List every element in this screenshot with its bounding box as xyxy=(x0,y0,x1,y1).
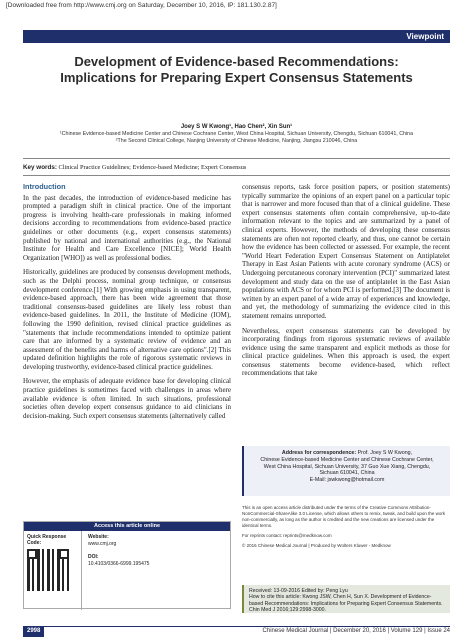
correspondence-line-4: Sichuan 610041, China xyxy=(319,470,375,477)
citation-box xyxy=(242,585,450,613)
qr-code-icon[interactable] xyxy=(27,549,69,591)
page-number: 2998 xyxy=(23,626,44,637)
website-link[interactable]: www.cmj.org xyxy=(88,541,117,547)
title-line-1: Development of Evidence-based Recommendations: xyxy=(74,54,399,69)
correspondence-line-2: Chinese Evidence-based Medicine Center and Chinese Cochrane Center, xyxy=(260,456,434,463)
doi-label: DOI: xyxy=(88,554,99,560)
article-title xyxy=(23,54,450,86)
left-paragraph-2: Historically, guidelines are produced by consensus development methods, such as the Delphi process, nominal group technique, or consensus development conference.[1] With growing emphasis in using transparent, evidence-based approach, there has been wide agreement that those traditional consensus-based guidelines are likely less robust than evidence-based guidelines. In 2011, the Institute of Medicine (IOM), following the 1990 definition, revised clinical practice guidelines as "statements that include recommendations intended to optimize patient care that are informed by a systematic review of evidence and an assessment of the benefits and harms of alternative care options".[2] This updated definition highlights the role of rigorous systematic reviews in developing trustworthy, evidence-based clinical practice guidelines. xyxy=(23,268,231,371)
section-tag: Viewpoint xyxy=(23,30,450,43)
correspondence-box xyxy=(242,446,450,496)
keywords-label: Key words: xyxy=(23,164,57,171)
received-line: Received: 13-09-2016 Edited by: Peng Lyu xyxy=(249,588,348,594)
left-paragraph-1: In the past decades, the introduction of evidence-based medicine has prompted a paradigm shift in clinical practice. One of the important progress is involving health-care professionals in making informed decisions according to recommendations from evidence-based practice guidelines or other documents (e.g., expert consensus statements) published by national and international authorities (e.g., the National Institute for Health and Care Excellence [NICE]; World Health Organization [WHO]) as well as professional bodies. xyxy=(23,193,231,262)
affiliation-1: ¹Chinese Evidence-based Medicine Center and Chinese Cochrane Center, West China Hospital, Sichuan University, Chengdu, Sichuan 610041, China xyxy=(59,131,414,137)
access-article-box xyxy=(23,521,231,609)
keywords xyxy=(23,164,450,171)
title-line-2: Implications for Preparing Expert Consensus Statements xyxy=(60,70,413,85)
intro-heading: Introduction xyxy=(23,182,66,191)
correspondence-line-3: West China Hospital, Sichuan University, 37 Guo Xue Xiang, Chengdu, xyxy=(263,463,431,470)
copyright: © 2016 Chinese Medical Journal | Produced by Wolters Kluwer - Medknow xyxy=(242,543,391,548)
website-label: Website: xyxy=(88,534,109,540)
journal-info: Chinese Medical Journal | December 20, 2016 | Volume 129 | Issue 24 xyxy=(262,628,450,634)
affiliations xyxy=(23,131,450,145)
right-paragraph-2: Nevertheless, expert consensus statements can be developed by incorporating findings from rigorous systematic reviews of available evidence using the same transparent and explicit methods as those for clinical practice guidelines. When this approach is used, the expert consensus statements become evidence-based, which reflect recommendations that take xyxy=(242,326,450,378)
correspondence-email[interactable]: E-Mail: jswkwong@hotmail.com xyxy=(309,477,385,484)
keywords-text: Clinical Practice Guidelines; Evidence-based Medicine; Expert Consensus xyxy=(58,164,247,171)
affiliation-2: ²The Second Clinical College, Nanjing University of Chinese Medicine, Nanjing, Jiangsu 210046, China xyxy=(115,138,358,144)
access-heading: Access this article online xyxy=(24,522,230,531)
left-column xyxy=(23,183,231,426)
correspondence-name: Prof. Joey S W Kwong, xyxy=(357,450,413,456)
authors: Joey S W Kwong¹, Hao Chen², Xin Sun¹ xyxy=(180,124,293,130)
divider xyxy=(23,158,450,159)
doi-value[interactable]: 10.4103/0366-6999.195475 xyxy=(88,561,150,567)
reprints-contact[interactable]: For reprints contact: reprints@medknow.com xyxy=(242,533,332,538)
web-cell xyxy=(82,531,230,610)
left-paragraph-3: However, the emphasis of adequate evidence base for developing clinical practice guidelines is sometimes faced with challenges in areas where available evidence is often limited. In such situations, professional societies often develop expert consensus guidance to aid clinicians in decision-making. Such expert consensus statements (alternatively called xyxy=(23,377,231,420)
download-banner: [Downloaded free from http://www.cmj.org on Saturday, December 10, 2016, IP: 181.130.2.87] xyxy=(6,2,277,9)
qr-cell xyxy=(24,531,82,610)
right-column xyxy=(242,183,450,384)
how-to-cite: How to cite this article: Kwong JSW, Chen H, Sun X. Development of Evidence-based Recommendations: Implications for Preparing Expert Consensus Statements. Chin Med J 2016;129:2998-3000. xyxy=(249,594,443,613)
license-text: This is an open access article distributed under the terms of the Creative Commons Attribution-NonCommercial-ShareAlike 3.0 License, which allows others to remix, tweak, and build upon the work non-commercially, as long as the author is credited and the new creations are licensed under the identical terms. xyxy=(242,505,446,528)
page-footer xyxy=(23,626,450,637)
license-block xyxy=(242,505,450,549)
qr-label: Quick Response Code: xyxy=(27,534,67,546)
divider xyxy=(23,175,450,176)
correspondence-label: Address for correspondence: xyxy=(281,450,357,456)
right-paragraph-1: consensus reports, task force position papers, or position statements) typically summarize the opinions of an expert panel on a particular topic that is narrower and more focused than that of a clinical guideline. These expert consensus statements often contain comprehensive, up-to-date information relevant to the topics and are summarized by a panel of clinical experts. However, the methods of developing these consensus statements are often not reported clearly, and thus, one cannot be certain how the evidence has been collected or assessed. For example, the recent "World Heart Federation Expert Consensus Statement on Antiplatelet Therapy in East Asian Patients with acute coronary syndrome (ACS) or Undergoing percutaneous coronary intervention (PCI)" summarized latest development and study data on the use of antiplatelet in the East Asian populations with ACS or for whom PCI is performed.[3] The document is written by an expert panel of a wide array of experiences and knowledge, and yet, the methodology of summarizing the evidence cited in this statement remains unreported. xyxy=(242,183,450,320)
